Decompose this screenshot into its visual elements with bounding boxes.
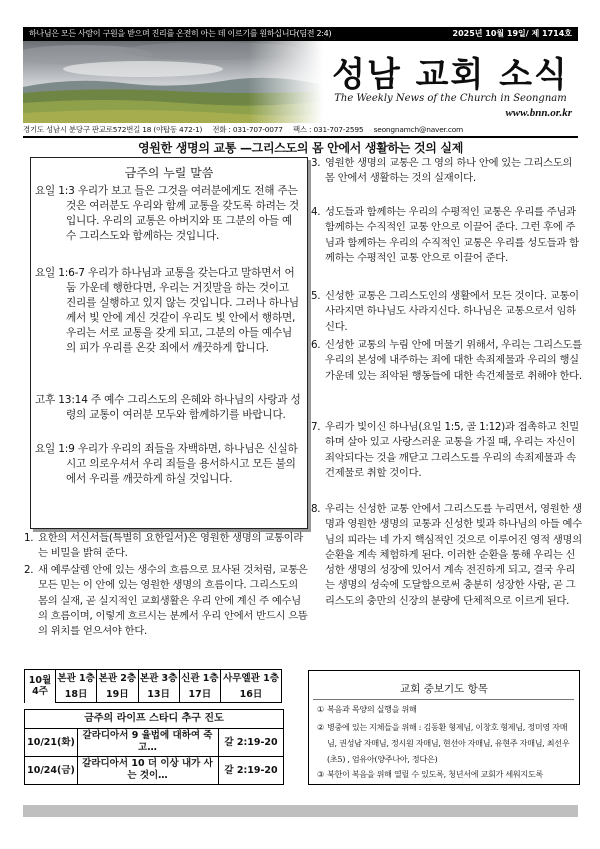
schedule-place: 사무엘관 1층 [221,670,282,687]
schedule-date: 18日 [56,686,97,703]
issue-date: 2025년 10월 19일/ 제 1714호 [452,29,572,38]
point-text: 성도들과 함께하는 우리의 수평적인 교통은 우리를 주님과 함께하는 수직적인 교통 안으로 이끌어 준다. 그런 후에 주님과 함께하는 우리의 수직적인 교통은 우리를 성도들과 함께하는 수평적인 교통 안으로 이끌어 준다. [325,206,579,264]
point-text: 신성한 교통의 누림 안에 머물기 위해서, 우리는 그리스도를 우리의 본성에 내주하는 죄에 대한 속죄제물과 우리의 행실 가운데 있는 죄악된 행동들에 대한 속건제물로 취해야 한다. [325,339,582,382]
life-study-title: 금주의 라이프 스타디 추구 진도 [25,710,283,729]
prayer-item [317,702,575,718]
verse-item [35,393,301,423]
schedule-date: 19日 [97,686,138,703]
verse-text: 고후 13:14 주 예수 그리스도의 은혜와 하나님의 사랑과 성령의 교통이 여러분 모두와 함께하기를 바랍니다. [35,394,301,421]
study-date: 10/21(화) [25,729,78,756]
point-5 [311,289,582,335]
schedule-date: 16日 [221,686,282,703]
point-4 [311,205,582,266]
email-address[interactable]: seongnamch@naver.com [373,125,464,134]
verse-item [35,266,301,356]
point-number: 4. [311,206,321,218]
schedule-date: 17日 [179,686,220,703]
point-text: 우리는 신성한 교통 안에서 그리스도를 누리면서, 영원한 생명과 영원한 생명의 교통과 신성한 빛과 하나님의 아들 예수님의 피라는 네 가지 핵심적인 것으로 이루어진 영적 생명의 순환을 계속 체험하게 된다. 이러한 순환을 통해 우리는 신성한 생명의 성장에 있어서 계속 전진하게 되고, 결국 우리는 생명의 성숙에 도달함으로써 충분히 성장한 사람, 곧 그리스도의 충만의 신장의 분량에 단체적으로 이르게 된다. [325,503,582,607]
schedule-date: 13日 [138,686,179,703]
point-text: 신성한 교통은 그리스도인의 생활에서 모든 것이다. 교통이 사라지면 하나님도 사라지신다. 하나님은 교통으로서 임하신다. [325,290,579,333]
point-number: 1. [24,532,34,544]
study-date: 10/24(금) [25,757,78,784]
prayer-item [317,720,575,767]
point-number: 2. [24,564,34,576]
point-number: 6. [311,339,321,351]
point-number: 5. [311,290,321,302]
verse-item [35,184,301,244]
cleaning-schedule [24,669,282,703]
fax-number: 팩스 : 031-707-2595 [292,125,364,134]
schedule-place: 본관 2층 [97,670,138,687]
point-3 [311,156,582,187]
prayer-divider [313,699,574,700]
verse-strip [23,27,578,41]
verse-item [35,442,301,487]
masthead-banner [23,41,578,123]
contact-bar [23,124,578,138]
newsletter-title: 성남 교회 소식 [332,55,569,95]
point-7 [311,420,582,481]
point-number: 3. [311,157,321,169]
prayer-text: 복음과 목양의 실행을 위해 [327,704,417,714]
schedule-place: 본관 1층 [56,670,97,687]
point-1 [24,531,309,562]
point-8 [311,502,582,609]
church-address: 경기도 성남시 분당구 판교로572번길 18 (야탑동 472-1) [23,125,203,134]
point-text: 영원한 생명의 교통은 그 영의 하나 안에 있는 그리스도의 몸 안에서 생활하는 것의 실재이다. [325,157,573,185]
prayer-text: 북한이 복음을 위해 열릴 수 있도록, 청년서에 교회가 세워지도록 [327,769,543,779]
study-text: 갈라디아서 9 율법에 대하여 죽고… [82,730,213,753]
verse-text: 요일 1:6-7 우리가 하나님과 교통을 갖는다고 말하면서 어둠 가운데 행한다면, 우리는 거짓말을 하는 것이고 진리를 실행하고 있지 않는 것입니다. 그러나 하나님께서 빛 안에 계신 것같이 우리도 빛 안에서 행하면, 우리는 서로 교통을 갖게 되고, 그분의 아들 예수님의 피가 우리를 온갖 죄에서 깨끗하게 합니다. [35,267,299,354]
point-number: 7. [311,421,321,433]
header-verse: 하나님은 모든 사람이 구원을 받으며 진리를 온전히 아는 데 이르기를 원하십니다(딤전 2:4) [29,29,332,38]
study-text: 갈라디아서 10 더 이상 내가 사는 것이… [82,758,213,781]
study-range: 갈 2:19-20 [218,757,283,784]
verse-box [30,157,308,529]
table-row [25,757,283,784]
prayer-title: 교회 중보기도 항목 [400,683,488,695]
prayer-number: ③ [317,769,324,779]
schedule-place: 본관 3층 [138,670,179,687]
prayer-text: 병중에 있는 지체들을 위해 : 김동환 형제님, 이창호 형제님, 정미영 자매님, 권성남 자매님, 정시원 자매님, 현선아 자매님, 유현주 자매님, 최선우(초5) , 엄유아(양주나아, 정다은) [327,722,570,764]
newsletter-subtitle: The Weekly News of the Church in Seongnam [334,93,567,104]
verse-text: 요일 1:9 우리가 우리의 죄들을 자백하면, 하나님은 신실하시고 의로우셔서 우리 죄들을 용서하시고 모든 불의에서 우리를 깨끗하게 하실 것입니다. [35,443,298,485]
footer-bar [23,805,578,817]
phone-number: 전화 : 031-707-0077 [212,125,283,134]
prayer-item [317,767,575,783]
point-text: 새 예루살렘 안에 있는 생수의 흐름으로 묘사된 것처럼, 교통은 모든 믿는 이 안에 있는 영원한 생명의 흐름이다. 그리스도의 몸의 실재, 곧 실지적인 교회생활은 우리 안에 계신 주 예수님의 흐름이며, 이렇게 흐르시는 분께서 우리 안에서 반드시 으뜸의 위치를 얻으셔야 한다. [38,564,308,638]
table-row [25,729,283,757]
schedule-period: 10월 4주 [25,670,56,703]
prayer-number: ② [317,722,324,732]
prayer-items-box [308,670,580,785]
page-headline: 영원한 생명의 교통 —그리스도의 몸 안에서 생활하는 것의 실제 [137,141,464,155]
point-2 [24,563,309,639]
verse-box-title: 금주의 누릴 말씀 [124,166,214,180]
landscape-photo [23,41,323,123]
point-number: 8. [311,503,321,515]
point-text: 우리가 빛이신 하나님(요일 1:5, 골 1:12)과 접촉하고 친밀하며 살아 있고 사랑스러운 교통을 가질 때, 우리는 자신이 죄악되다는 것을 깨닫고 그리스도를 우리의 속죄제물과 속건제물로 취할 것이다. [325,421,579,479]
point-6 [311,338,582,384]
schedule-place: 신관 1층 [179,670,220,687]
point-text: 요한의 서신서들(특별히 요한일서)은 영원한 생명의 교통이라는 비밀을 밝혀 준다. [38,532,304,560]
prayer-number: ① [317,704,324,714]
website-link[interactable]: www.bnn.or.kr [505,107,572,119]
study-range: 갈 2:19-20 [218,729,283,756]
verse-text: 요일 1:3 우리가 보고 들은 그것을 여러분에게도 전해 주는 것은 여러분도 우리와 함께 교통을 갖도록 하려는 것입니다. 우리의 교통은 아버지와 또 그분의 아들 예수 그리스도와 함께하는 것입니다. [35,185,299,242]
life-study-table [24,709,284,785]
